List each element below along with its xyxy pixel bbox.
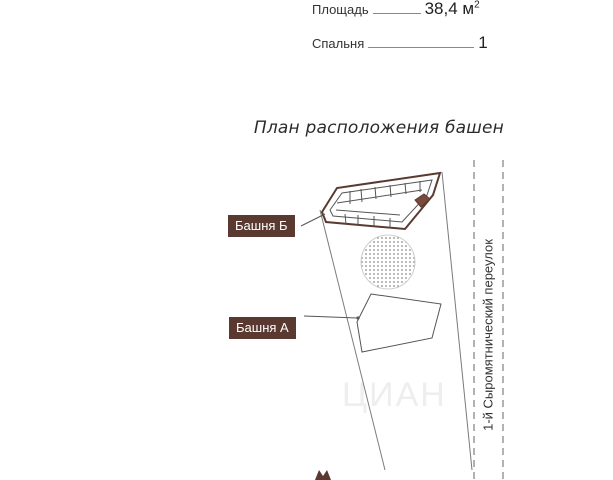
street-name: 1-й Сыромятнический переулок <box>480 239 496 431</box>
bedroom-value: 1 <box>478 33 488 52</box>
site-boundary <box>442 172 472 470</box>
area-label: Площадь <box>312 2 369 17</box>
plan-title: План расположения башен <box>253 118 504 138</box>
tower-a-leader-dot <box>356 316 359 319</box>
tower-b-outline <box>322 173 440 229</box>
tower-b-leader <box>301 214 325 226</box>
bedroom-label: Спальня <box>312 36 365 51</box>
watermark: ЦИАН <box>342 376 447 414</box>
tower-b-label: Башня Б <box>228 215 295 237</box>
dotted-circle-area <box>361 235 415 289</box>
area-value: 38,4 $м^2$ <box>424 0 480 18</box>
tower-a-leader <box>304 316 357 318</box>
metro-m-icon <box>315 470 331 480</box>
tower-a-outline <box>357 294 441 352</box>
tower-a-label: Башня А <box>229 317 296 339</box>
